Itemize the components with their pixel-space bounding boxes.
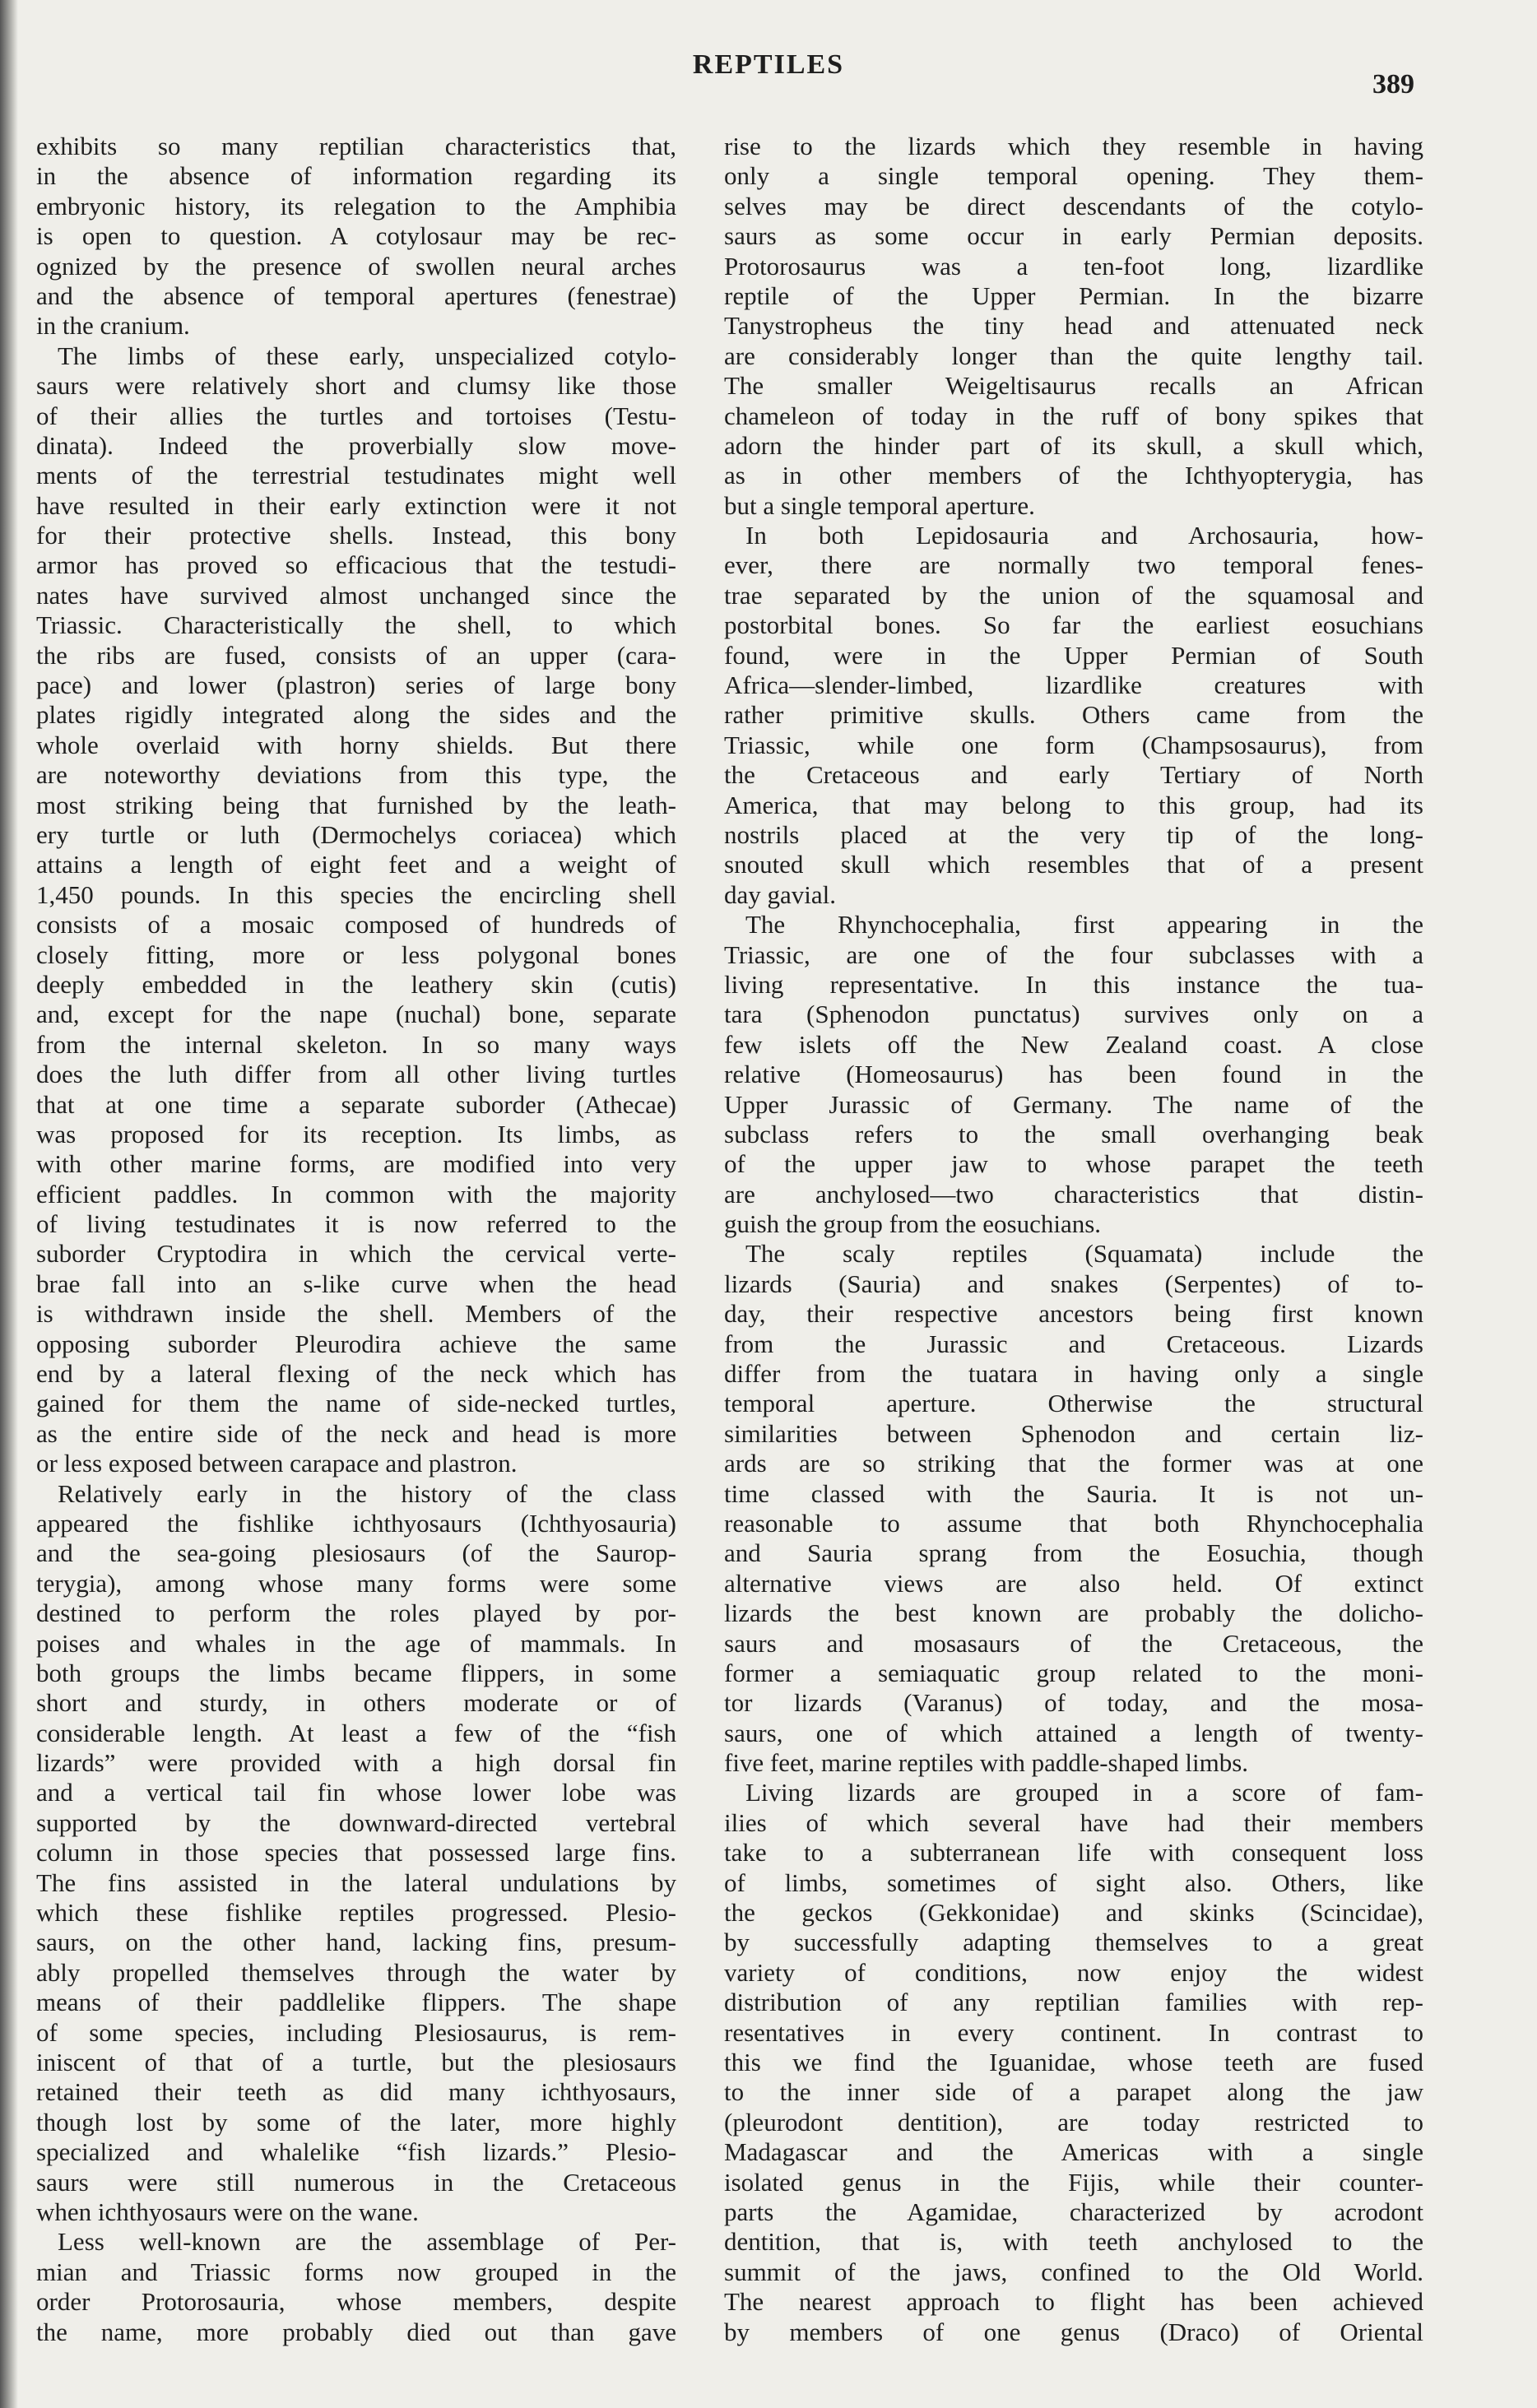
text-line: in the cranium. (36, 311, 190, 341)
text-line: destined to perform the roles played by por- (36, 1598, 676, 1628)
paragraph (36, 2227, 676, 2347)
text-line: and Sauria sprang from the Eosuchia, though (724, 1538, 1423, 1568)
text-line: In both Lepidosauria and Archosauria, how- (745, 521, 1423, 550)
text-line: former a semiaquatic group related to the moni- (724, 1658, 1423, 1687)
text-line: from the internal skeleton. In so many ways (36, 1029, 676, 1059)
text-line: pace) and lower (plastron) series of large bony (36, 670, 676, 700)
text-line: snouted skull which resembles that of a present (724, 850, 1423, 879)
text-line: short and sturdy, in others moderate or of (36, 1688, 676, 1718)
text-line: suborder Cryptodira in which the cervical verte- (36, 1239, 676, 1269)
text-line: tor lizards (Varanus) of today, and the mosa- (724, 1688, 1423, 1718)
text-line: of some species, including Plesiosaurus, is rem- (36, 2017, 676, 2047)
text-line: consists of a mosaic composed of hundreds of (36, 910, 676, 940)
text-line: day gavial. (724, 879, 837, 909)
text-line: the ribs are fused, consists of an upper (cara- (36, 640, 676, 670)
text-line: for their protective shells. Instead, this bony (36, 521, 676, 550)
text-line: saurs, one of which attained a length of twenty- (724, 1718, 1423, 1747)
text-line: 1,450 pounds. In this species the encircling shell (36, 879, 676, 909)
text-line: mian and Triassic forms now grouped in the (36, 2257, 676, 2286)
text-line: day, their respective ancestors being first known (724, 1299, 1423, 1329)
text-line: of the upper jaw to whose parapet the teeth (724, 1149, 1423, 1179)
text-line: temporal aperture. Otherwise the structural (724, 1389, 1423, 1418)
text-line: dinata). Indeed the proverbially slow move- (36, 430, 676, 460)
left-column (36, 132, 676, 2347)
text-line: Less well-known are the assemblage of Per- (58, 2227, 676, 2257)
text-line: to the inner side of a parapet along the jaw (724, 2077, 1423, 2107)
text-line: Living lizards are grouped in a score of fam- (745, 1778, 1423, 1807)
text-line: ever, there are normally two temporal fenes- (724, 550, 1423, 580)
text-line: appeared the fishlike ichthyosaurs (Ichthyosauria) (36, 1508, 676, 1538)
text-line: and the sea-going plesiosaurs (of the Saurop- (36, 1538, 676, 1568)
text-line: embryonic history, its relegation to the Amphibia (36, 191, 676, 220)
text-line: but a single temporal aperture. (724, 490, 1035, 520)
text-line: only a single temporal opening. They them- (724, 161, 1423, 191)
text-line: found, were in the Upper Permian of South (724, 640, 1423, 670)
text-line: which these fishlike reptiles progressed. Plesio- (36, 1898, 676, 1928)
text-line: deeply embedded in the leathery skin (cutis) (36, 969, 676, 999)
text-line: or less exposed between carapace and plastron. (36, 1449, 518, 1478)
text-line: as in other members of the Ichthyopterygia, has (724, 461, 1423, 490)
text-line: variety of conditions, now enjoy the widest (724, 1957, 1423, 1987)
text-line: lizards” were provided with a high dorsal fin (36, 1748, 676, 1778)
paragraph (724, 1778, 1423, 2346)
text-line: subclass refers to the small overhanging beak (724, 1119, 1423, 1148)
text-line: and the absence of temporal apertures (fenestrae) (36, 281, 676, 310)
text-line: rise to the lizards which they resemble in having (724, 132, 1423, 160)
text-line: means of their paddlelike flippers. The shape (36, 1988, 676, 2017)
text-line: column in those species that possessed large fins. (36, 1838, 676, 1867)
paragraph (724, 1239, 1423, 1778)
text-line: The scaly reptiles (Squamata) include the (745, 1239, 1423, 1269)
text-line: rather primitive skulls. Others came from the (724, 700, 1423, 730)
text-line: retained their teeth as did many ichthyosaurs, (36, 2077, 676, 2107)
running-header: REPTILES (692, 49, 845, 80)
paragraph (36, 132, 676, 341)
text-line: distribution of any reptilian families with rep- (724, 1988, 1423, 2017)
text-line: guish the group from the eosuchians. (724, 1209, 1102, 1239)
text-line: trae separated by the union of the squamosal and (724, 580, 1423, 610)
text-line: reasonable to assume that both Rhynchocephalia (724, 1508, 1423, 1538)
text-line: efficient paddles. In common with the majority (36, 1179, 676, 1209)
text-line: is withdrawn inside the shell. Members of the (36, 1299, 676, 1329)
text-line: saurs and mosasaurs of the Cretaceous, the (724, 1628, 1423, 1658)
text-line: Protorosaurus was a ten-foot long, lizardlike (724, 251, 1423, 281)
text-line: that at one time a separate suborder (Athecae) (36, 1089, 676, 1119)
text-line: saurs, on the other hand, lacking fins, presum- (36, 1928, 676, 1957)
text-line: Triassic, are one of the four subclasses with a (724, 940, 1423, 969)
right-column (724, 132, 1423, 2347)
text-line: in the absence of information regarding its (36, 161, 676, 191)
text-line: The Rhynchocephalia, first appearing in the (745, 910, 1423, 940)
text-line: the geckos (Gekkonidae) and skinks (Scincidae), (724, 1898, 1423, 1928)
text-line: the name, more probably died out than gave (36, 2317, 676, 2346)
text-line: opposing suborder Pleurodira achieve the same (36, 1329, 676, 1358)
text-line: most striking being that furnished by the leath- (36, 790, 676, 819)
text-line: lizards (Sauria) and snakes (Serpentes) of to- (724, 1269, 1423, 1298)
text-line: and a vertical tail fin whose lower lobe was (36, 1778, 676, 1807)
text-line: (pleurodont dentition), are today restricted to (724, 2107, 1423, 2137)
text-line: relative (Homeosaurus) has been found in the (724, 1060, 1423, 1089)
text-line: differ from the tuatara in having only a single (724, 1359, 1423, 1389)
text-line: Upper Jurassic of Germany. The name of the (724, 1089, 1423, 1119)
text-line: take to a subterranean life with consequent loss (724, 1838, 1423, 1867)
text-line: though lost by some of the later, more highly (36, 2107, 676, 2137)
paragraph (724, 521, 1423, 910)
text-line: attains a length of eight feet and a weight of (36, 850, 676, 879)
text-line: by successfully adapting themselves to a great (724, 1928, 1423, 1957)
text-line: saurs were relatively short and clumsy like those (36, 371, 676, 401)
text-line: few islets off the New Zealand coast. A close (724, 1029, 1423, 1059)
text-line: by members of one genus (Draco) of Oriental (724, 2317, 1423, 2346)
text-line: tara (Sphenodon punctatus) survives only on a (724, 1000, 1423, 1029)
text-line: of their allies the turtles and tortoises (Testu- (36, 401, 676, 430)
text-line: parts the Agamidae, characterized by acrodont (724, 2197, 1423, 2226)
text-line: as the entire side of the neck and head is more (36, 1418, 676, 1448)
text-line: with other marine forms, are modified into very (36, 1149, 676, 1179)
text-line: armor has proved so efficacious that the testudi- (36, 550, 676, 580)
text-line: whole overlaid with horny shields. But there (36, 730, 676, 759)
text-line: supported by the downward-directed vertebral (36, 1807, 676, 1837)
text-line: and, except for the nape (nuchal) bone, separate (36, 1000, 676, 1029)
text-line: chameleon of today in the ruff of bony spikes that (724, 401, 1423, 430)
text-line: time classed with the Sauria. It is not un- (724, 1478, 1423, 1508)
text-line: Tanystropheus the tiny head and attenuated neck (724, 311, 1423, 341)
text-line: nostrils placed at the very tip of the long- (724, 819, 1423, 849)
text-line: ably propelled themselves through the water by (36, 1957, 676, 1987)
text-line: are anchylosed—two characteristics that distin- (724, 1179, 1423, 1209)
text-line: ments of the terrestrial testudinates might well (36, 461, 676, 490)
paragraph (724, 132, 1423, 521)
text-line: Triassic. Characteristically the shell, to which (36, 610, 676, 640)
text-line: The limbs of these early, unspecialized cotylo- (58, 341, 676, 370)
text-line: reptile of the Upper Permian. In the bizarre (724, 281, 1423, 310)
text-line: summit of the jaws, confined to the Old World. (724, 2257, 1423, 2286)
text-line: iniscent of that of a turtle, but the plesiosaurs (36, 2048, 676, 2076)
text-line: of limbs, sometimes of sight also. Others, like (724, 1867, 1423, 1897)
text-line: plates rigidly integrated along the sides and the (36, 700, 676, 730)
page-binding-shadow (0, 0, 18, 2408)
text-line: this we find the Iguanidae, whose teeth are fused (724, 2048, 1423, 2076)
text-line: ognized by the presence of swollen neural arches (36, 251, 676, 281)
text-line: is open to question. A cotylosaur may be rec- (36, 221, 676, 251)
text-line: was proposed for its reception. Its limbs, as (36, 1119, 676, 1148)
text-line: alternative views are also held. Of extinct (724, 1568, 1423, 1598)
text-line: considerable length. At least a few of the “fish (36, 1718, 676, 1747)
text-line: are considerably longer than the quite lengthy tail. (724, 341, 1423, 370)
text-line: from the Jurassic and Cretaceous. Lizards (724, 1329, 1423, 1358)
text-line: The smaller Weigeltisaurus recalls an African (724, 371, 1423, 401)
text-line: similarities between Sphenodon and certain liz- (724, 1418, 1423, 1448)
text-line: order Protorosauria, whose members, despite (36, 2287, 676, 2317)
text-line: the Cretaceous and early Tertiary of North (724, 760, 1423, 790)
text-line: selves may be direct descendants of the cotylo- (724, 191, 1423, 220)
text-line: have resulted in their early extinction were it not (36, 490, 676, 520)
text-line: when ichthyosaurs were on the wane. (36, 2197, 419, 2226)
text-line: gained for them the name of side-necked turtles, (36, 1389, 676, 1418)
text-line: five feet, marine reptiles with paddle-shaped limbs. (724, 1748, 1249, 1778)
text-line: are noteworthy deviations from this type, the (36, 760, 676, 790)
text-line: The fins assisted in the lateral undulations by (36, 1867, 676, 1897)
paragraph (36, 341, 676, 1479)
text-line: Madagascar and the Americas with a single (724, 2137, 1423, 2167)
text-line: exhibits so many reptilian characteristics that, (36, 132, 676, 160)
text-line: lizards the best known are probably the dolicho- (724, 1598, 1423, 1628)
paragraph (36, 1479, 676, 2228)
text-line: does the luth differ from all other living turtles (36, 1060, 676, 1089)
text-line: adorn the hinder part of its skull, a skull which, (724, 430, 1423, 460)
text-line: ilies of which several have had their members (724, 1807, 1423, 1837)
text-line: living representative. In this instance the tua- (724, 969, 1423, 999)
text-line: of living testudinates it is now referred to the (36, 1209, 676, 1239)
text-line: Triassic, while one form (Champsosaurus), from (724, 730, 1423, 759)
text-line: resentatives in every continent. In contrast to (724, 2017, 1423, 2047)
text-line: Africa—slender-limbed, lizardlike creatures with (724, 670, 1423, 700)
text-line: poises and whales in the age of mammals. In (36, 1628, 676, 1658)
page-number: 389 (1372, 69, 1414, 100)
text-line: closely fitting, more or less polygonal bones (36, 940, 676, 969)
text-line: end by a lateral flexing of the neck which has (36, 1359, 676, 1389)
text-line: saurs as some occur in early Permian deposits. (724, 221, 1423, 251)
text-line: America, that may belong to this group, had its (724, 790, 1423, 819)
paragraph (724, 910, 1423, 1239)
text-line: terygia), among whose many forms were some (36, 1568, 676, 1598)
text-line: ery turtle or luth (Dermochelys coriacea) which (36, 819, 676, 849)
text-line: saurs were still numerous in the Cretaceous (36, 2167, 676, 2197)
text-line: dentition, that is, with teeth anchylosed to the (724, 2227, 1423, 2257)
text-line: isolated genus in the Fijis, while their counter- (724, 2167, 1423, 2197)
text-line: both groups the limbs became flippers, in some (36, 1658, 676, 1687)
text-line: nates have survived almost unchanged since the (36, 580, 676, 610)
text-line: The nearest approach to flight has been achieved (724, 2287, 1423, 2317)
text-line: specialized and whalelike “fish lizards.” Plesio- (36, 2137, 676, 2167)
text-line: postorbital bones. So far the earliest eosuchians (724, 610, 1423, 640)
text-line: brae fall into an s-like curve when the head (36, 1269, 676, 1298)
text-line: ards are so striking that the former was at one (724, 1449, 1423, 1478)
text-line: Relatively early in the history of the class (58, 1478, 676, 1508)
